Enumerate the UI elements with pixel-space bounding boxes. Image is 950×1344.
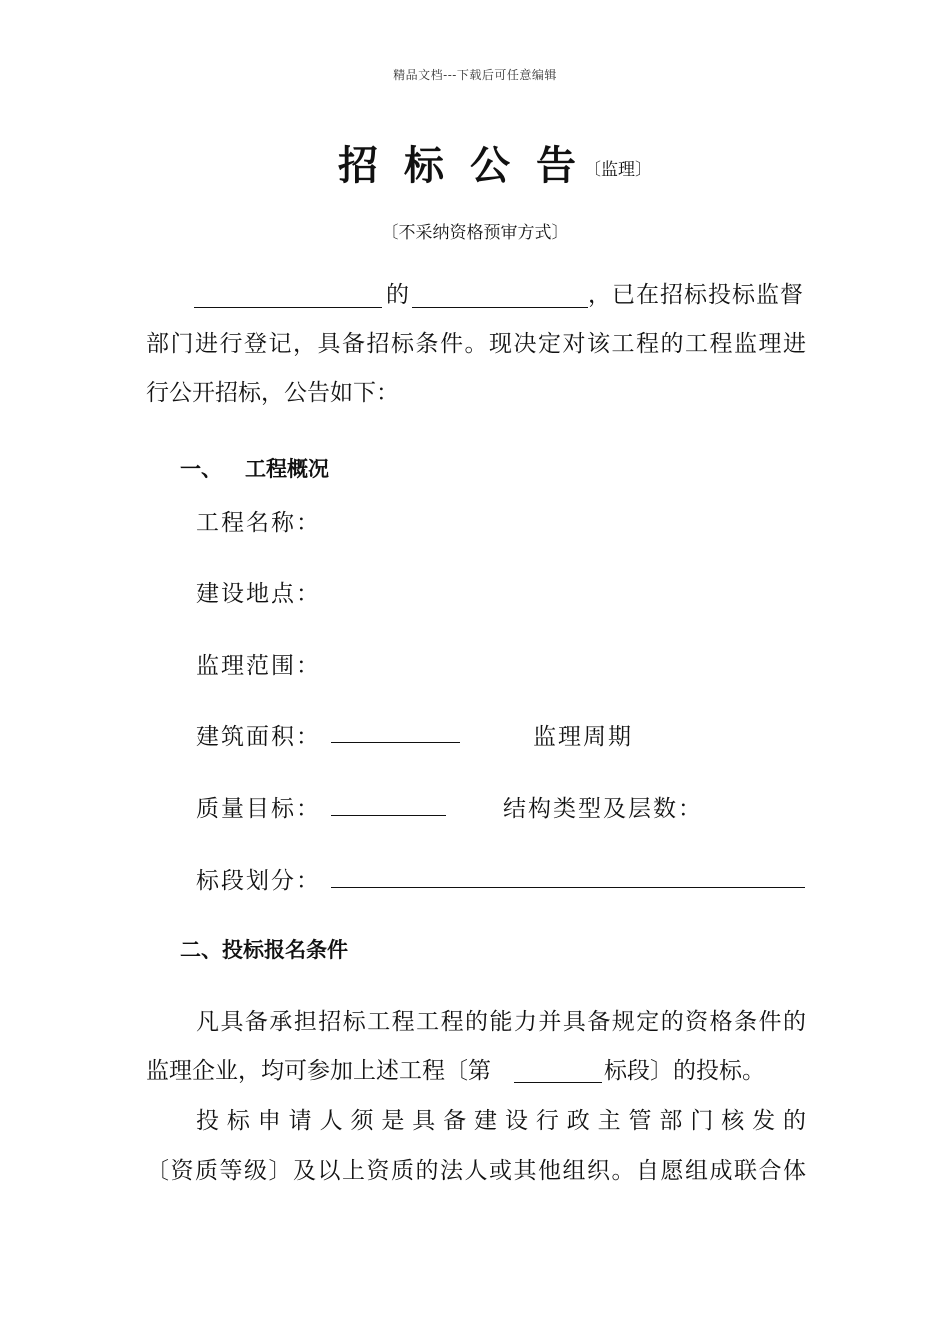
section1-heading-num: 一、 [180,457,222,481]
section2-para1-line1: 凡具备承担招标工程工程的能力并具备规定的资格条件的 [196,1009,806,1035]
field-period: 监理周期 [533,724,633,750]
title-suffix: 〔监理〕 [584,160,652,180]
blank-owner [194,306,382,308]
blank-section-number [514,1081,602,1083]
section2-para2-line2: 〔资质等级〕及以上资质的法人或其他组织。自愿组成联合体 [146,1158,806,1184]
intro-line1-end: ，已在招标投标监督 [588,282,804,308]
title-row [0,134,950,191]
blank-project [412,306,588,308]
field-area: 建筑面积： [196,724,321,750]
field-sections: 标段划分： [196,868,321,894]
section2-heading: 二、投标报名条件 [180,938,348,962]
para1-line2-b: 标段〕的投标。 [604,1058,765,1084]
blank-area [331,741,460,743]
subtitle: 〔不采纳资格预审方式〕 [381,223,569,243]
page-title: 招标公告 [338,143,602,189]
header-note: 精品文档---下载后可任意编辑 [393,68,557,82]
field-scope: 监理范围： [196,653,321,679]
intro-line-3: 行公开招标，公告如下： [146,380,399,406]
field-structure: 结构类型及层数： [503,796,703,822]
section1-heading: 工程概况 [245,457,329,481]
field-quality: 质量目标： [196,796,321,822]
field-location: 建设地点： [196,581,321,607]
blank-sections [331,886,805,888]
field-project-name: 工程名称： [196,510,321,536]
section2-para2-line1: 投标申请人须是具备建设行政主管部门核发的 [196,1108,806,1134]
blank-quality [331,814,446,816]
para1-line2-a: 监理企业，均可参加上述工程〔第 [146,1058,491,1084]
intro-line-2: 部门进行登记，具备招标条件。现决定对该工程的工程监理进 [146,331,806,357]
intro-de: 的 [386,282,409,308]
